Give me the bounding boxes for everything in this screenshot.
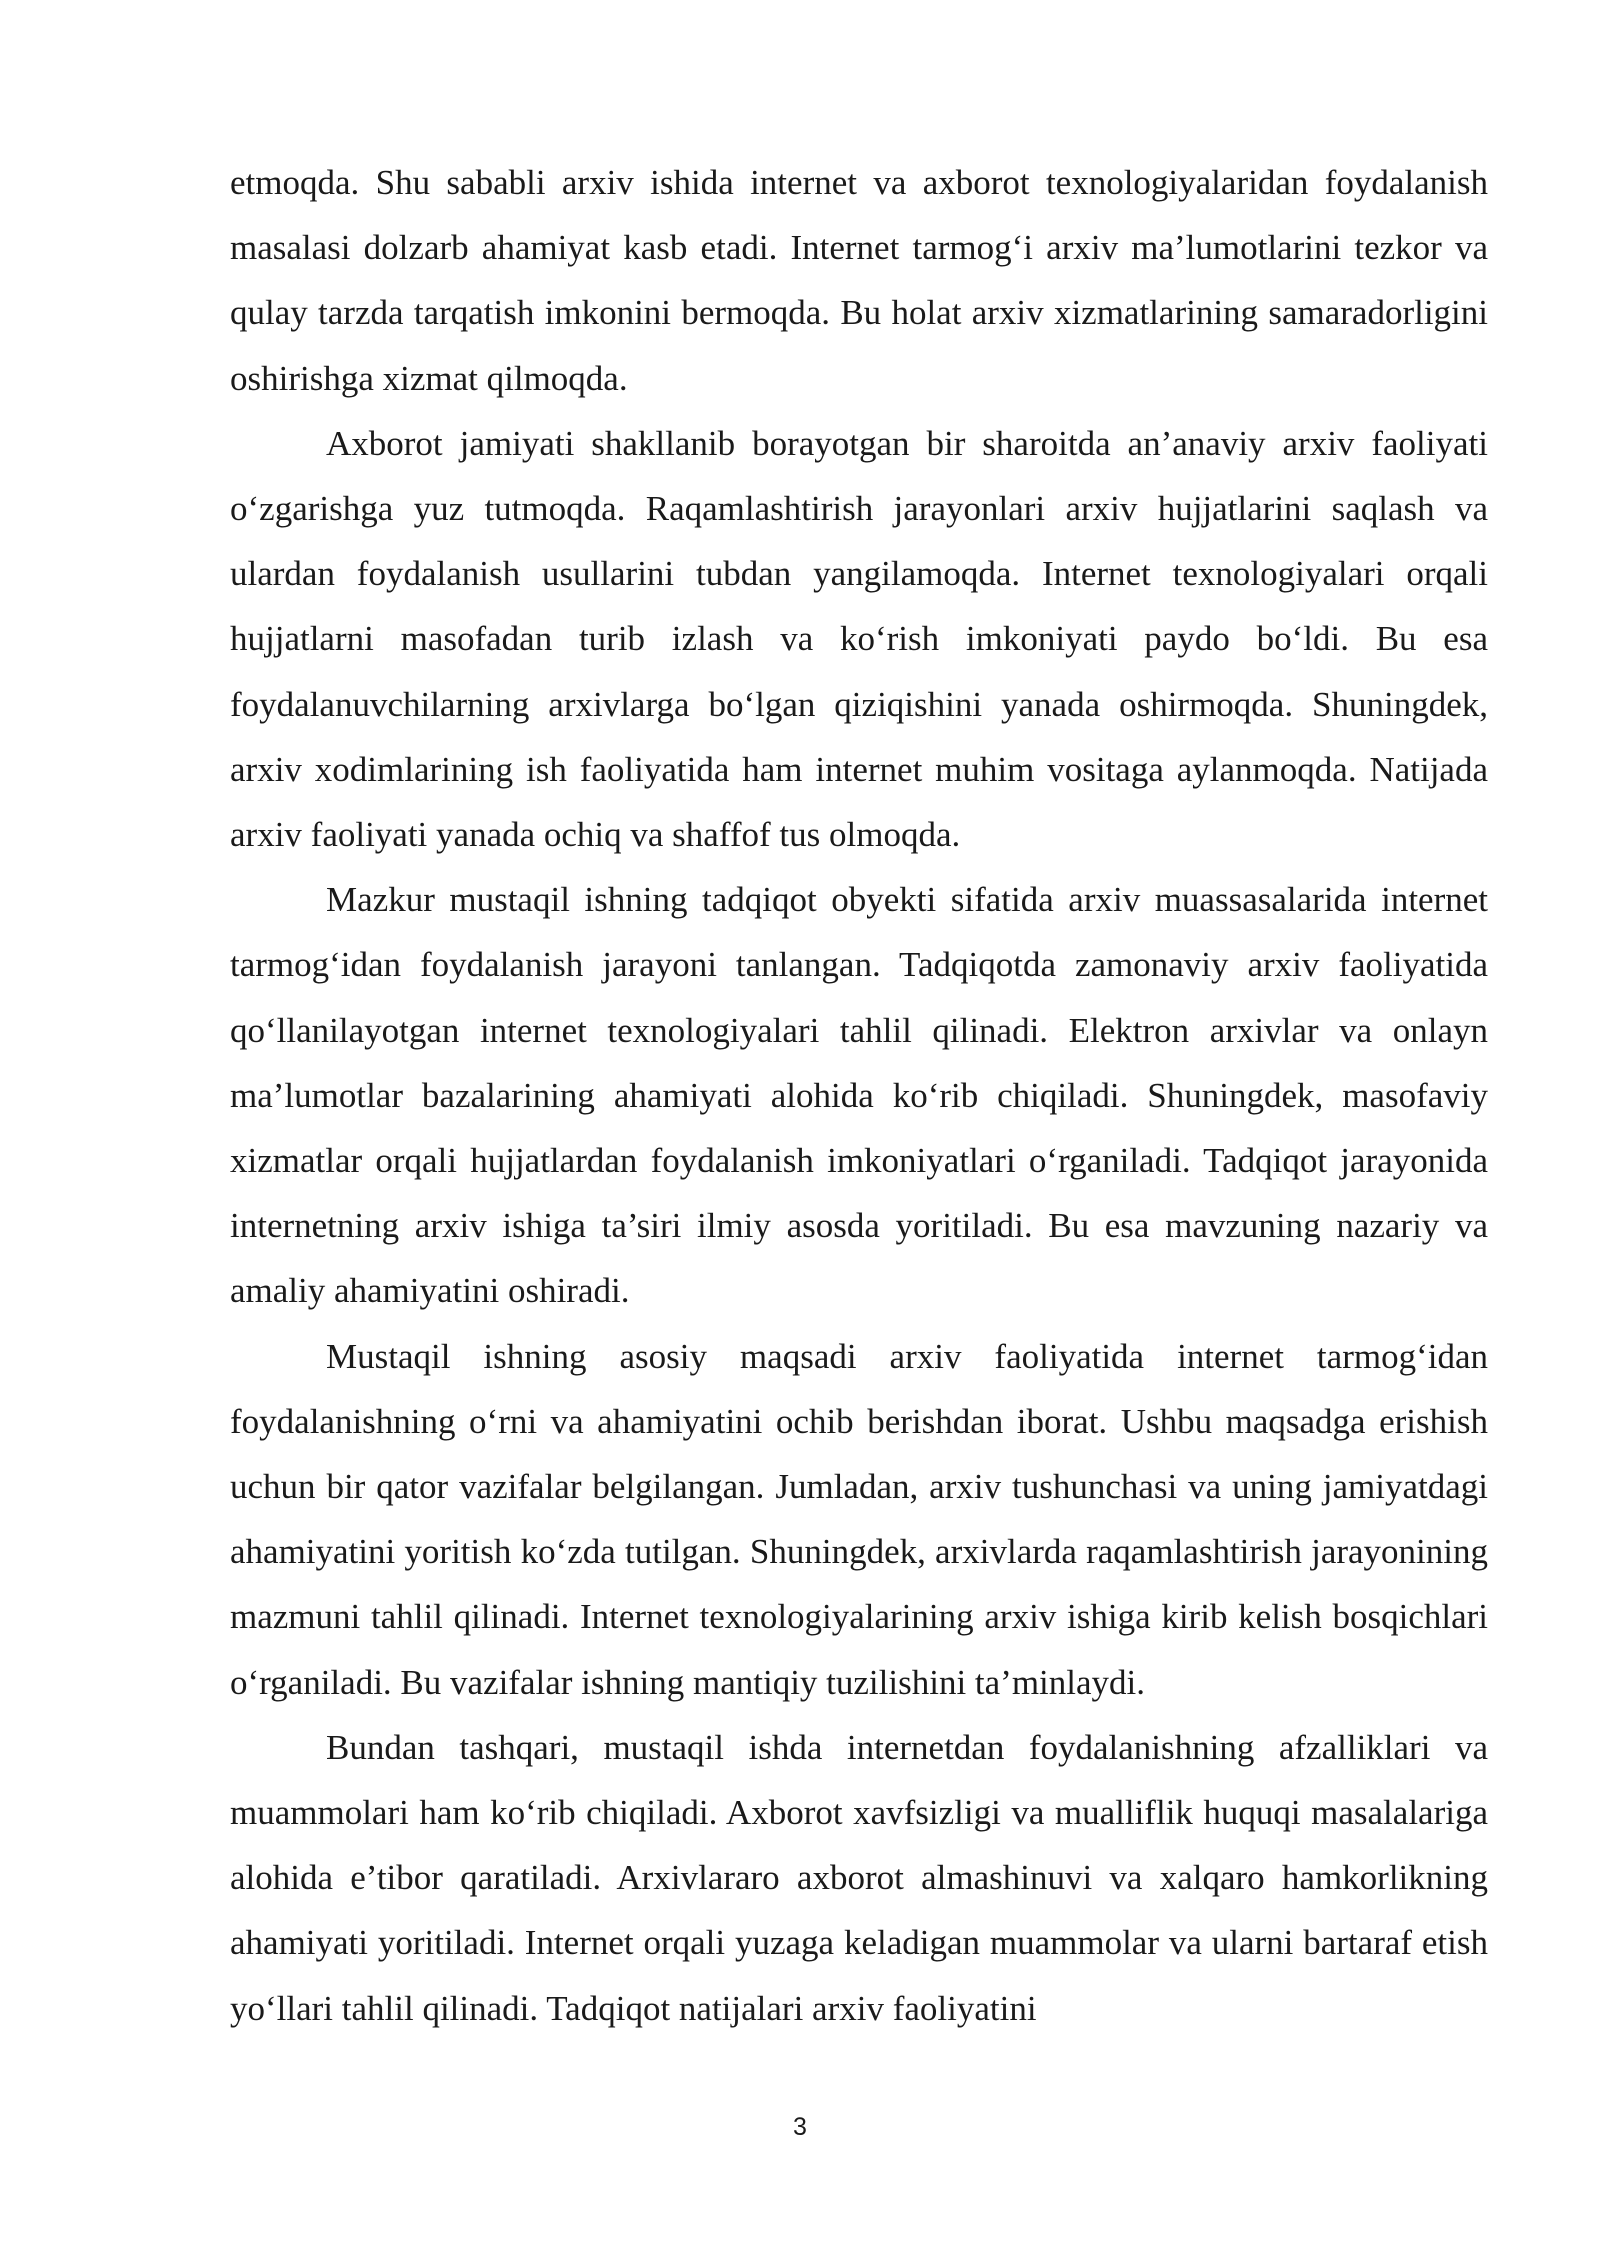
paragraph-information-society: Axborot jamiyati shakllanib borayotgan bir sharoitda an’anaviy arxiv faoliyati o‘zgarishga yuz tutmoqda. Raqamlashtirish jarayonlari arxiv hujjatlarini saqlash va ulardan foydalanish usullarini tubdan yangilamoqda. Internet texnologiyalari orqali hujjatlarni masofadan turib izlash va ko‘rish imkoniyati paydo bo‘ldi. Bu esa foydalanuvchilarning arxivlarga bo‘lgan qiziqishini yanada oshirmoqda. Shuningdek, arxiv xodimlarining ish faoliyatida ham internet muhim vositaga aylanmoqda. Natijada arxiv faoliyati yanada ochiq va shaffof tus olmoqda. [230,423,1488,855]
paragraph-research-object: Mazkur mustaqil ishning tadqiqot obyekti sifatida arxiv muassasalarida internet tarmog‘idan foydalanish jarayoni tanlangan. Tadqiqotda zamonaviy arxiv faoliyatida qo‘llanilayotgan internet texnologiyalari tahlil qilinadi. Elektron arxivlar va onlayn ma’lumotlar bazalarining ahamiyati alohida ko‘rib chiqiladi. Shuningdek, masofaviy xizmatlar orqali hujjatlardan foydalanish imkoniyatlari o‘rganiladi. Tadqiqot jarayonida internetning arxiv ishiga ta’siri ilmiy asosda yoritiladi. Bu esa mavzuning nazariy va amaliy ahamiyatini oshiradi. [230,880,1488,1311]
paragraph-advantages-problems: Bundan tashqari, mustaqil ishda internetdan foydalanishning afzalliklari va muammolari ham ko‘rib chiqiladi. Axborot xavfsizligi va mualliflik huquqi masalalariga alohida e’tibor qaratiladi. Arxivlararo axborot almashinuvi va xalqaro hamkorlikning ahamiyati yoritiladi. Internet orqali yuzaga keladigan muammolar va ularni bartaraf etish yo‘llari tahlil qilinadi. Tadqiqot natijalari arxiv faoliyatini [230,1727,1488,2028]
paragraph-continuation: etmoqda. Shu sababli arxiv ishida internet va axborot texnologiyalaridan foydalanish masalasi dolzarb ahamiyat kasb etadi. Internet tarmog‘i arxiv ma’lumotlarini tezkor va qulay tarzda tarqatish imkonini bermoqda. Bu holat arxiv xizmatlarining samaradorligini oshirishga xizmat qilmoqda. [230,163,1488,398]
body-text [230,150,1488,2041]
page-number: 3 [793,2113,807,2141]
paragraph-research-goal: Mustaqil ishning asosiy maqsadi arxiv faoliyatida internet tarmog‘idan foydalanishning o‘rni va ahamiyatini ochib berishdan iborat. Ushbu maqsadga erishish uchun bir qator vazifalar belgilangan. Jumladan, arxiv tushunchasi va uning jamiyatdagi ahamiyatini yoritish ko‘zda tutilgan. Shuningdek, arxivlarda raqamlashtirish jarayonining mazmuni tahlil qilinadi. Internet texnologiyalarining arxiv ishiga kirib kelish bosqichlari o‘rganiladi. Bu vazifalar ishning mantiqiy tuzilishini ta’minlaydi. [230,1336,1488,1702]
